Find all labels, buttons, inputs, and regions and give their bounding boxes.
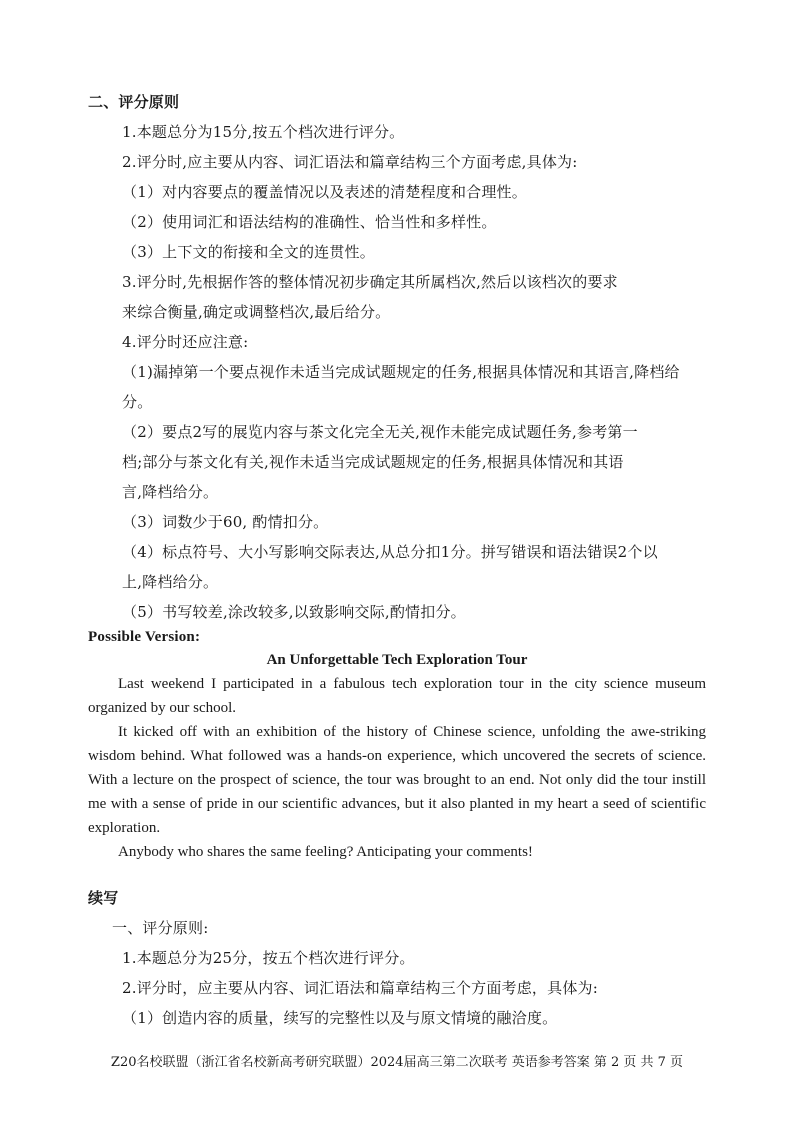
rule-item: 2.评分时，应主要从内容、词汇语法和篇章结构三个方面考虑，具体为:: [122, 979, 598, 997]
essay-paragraph: It kicked off with an exhibition of the history of Chinese science, unfolding the awe-striking wisdom behind. What followed was a hands-on experience, which uncovered the secrets of science. With a lecture on the prospect of science, the tour was brought to an end. Not only did the tour instill me with a sense of pride in our scientific advances, but it also planted in my heart a seed of scientific exploration.: [88, 724, 706, 836]
rule-item: （2）要点2写的展览内容与茶文化完全无关,视作未能完成试题任务,参考第一: [122, 423, 638, 441]
rule-item: 1.本题总分为15分,按五个档次进行评分。: [122, 123, 405, 141]
rule-item: 4.评分时还应注意:: [122, 333, 249, 351]
rule-item: 1.本题总分为25分，按五个档次进行评分。: [122, 949, 415, 967]
rule-item-continuation: 档;部分与茶文化有关,视作未适当完成试题规定的任务,根据具体情况和其语: [122, 453, 624, 471]
rule-item: （5）书写较差,涂改较多,以致影响交际,酌情扣分。: [122, 603, 466, 621]
rule-item-continuation: 言,降档给分。: [122, 483, 219, 501]
rule-item: 2.评分时,应主要从内容、词汇语法和篇章结构三个方面考虑,具体为:: [122, 153, 578, 171]
rule-item: （1）创造内容的质量，续写的完整性以及与原文情境的融洽度。: [122, 1009, 558, 1027]
section-heading-scoring-principles: 二、评分原则: [88, 93, 180, 111]
rule-item-continuation: 分。: [122, 393, 153, 411]
rule-item-continuation: 上,降档给分。: [122, 573, 219, 591]
rule-item: （1)漏掉第一个要点视作未适当完成试题规定的任务,根据具体情况和其语言,降档给: [122, 363, 680, 381]
rule-item: （2）使用词汇和语法结构的准确性、恰当性和多样性。: [122, 213, 497, 231]
page-footer: Z20名校联盟（浙江省名校新高考研究联盟）2024届高三第二次联考 英语参考答案 第 2 页 共 7 页: [110, 1055, 684, 1070]
continuation-heading: 续写: [88, 889, 119, 907]
essay-paragraph: Last weekend I participated in a fabulous tech exploration tour in the city science museum organized by our school.: [88, 676, 706, 716]
rule-item: （1）对内容要点的覆盖情况以及表述的清楚程度和合理性。: [122, 183, 527, 201]
rule-item: （3）词数少于60, 酌情扣分。: [122, 513, 329, 531]
rule-item: （3）上下文的衔接和全文的连贯性。: [122, 243, 375, 261]
possible-version-label: Possible Version:: [88, 629, 201, 645]
rule-item: 3.评分时,先根据作答的整体情况初步确定其所属档次,然后以该档次的要求: [122, 273, 618, 291]
rule-item: （4）标点符号、大小写影响交际表达,从总分扣1分。拼写错误和语法错误2个以: [122, 543, 658, 561]
continuation-sub-heading: 一、评分原则:: [112, 919, 209, 937]
essay-title: An Unforgettable Tech Exploration Tour: [266, 652, 528, 668]
rule-item-continuation: 来综合衡量,确定或调整档次,最后给分。: [122, 303, 391, 321]
essay-paragraph: Anybody who shares the same feeling? Anticipating your comments!: [118, 844, 533, 860]
